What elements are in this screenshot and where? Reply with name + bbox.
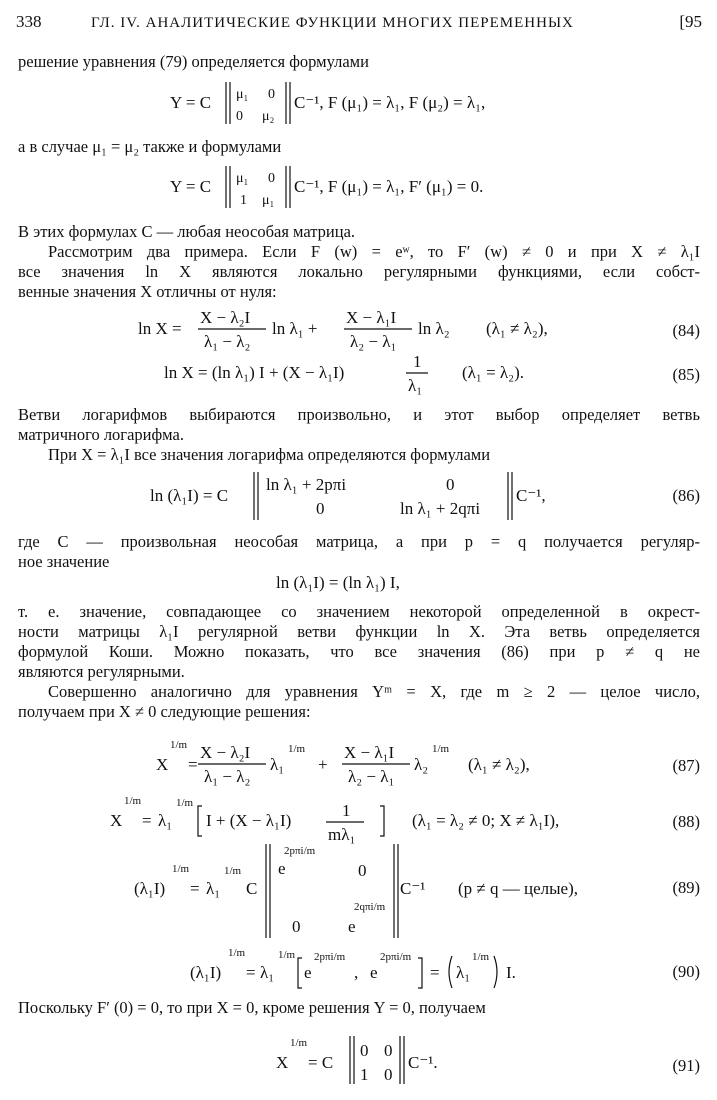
eq88-body: I + (X − λ₁I) xyxy=(206,811,292,830)
matrix-cell: 1 xyxy=(240,193,247,208)
paragraph-line: Ветви логарифмов выбираются произвольно, и этот выбор определяет ветвь xyxy=(18,405,700,424)
lambda: λ₂ xyxy=(414,755,429,774)
page-header xyxy=(16,12,702,36)
paragraph-line: ности матрицы λ₁I регулярной ветви функции ln X. Эта ветвь определяется xyxy=(18,622,700,641)
paragraph-line: При X = λ₁I все значения логарифма определяются формулами xyxy=(48,445,491,464)
paragraph-line: все значения ln X являются локально регулярными функциями, если собст- xyxy=(18,262,700,281)
matrix-cell: 0 xyxy=(446,475,455,494)
plus: + xyxy=(318,755,328,774)
matrix-cell: 0 xyxy=(292,917,301,936)
svg-text:=: = xyxy=(246,963,256,982)
eq91-rhs: C⁻¹. xyxy=(408,1053,438,1072)
exponent: 1/m xyxy=(224,865,242,877)
matrix-cell: 0 xyxy=(268,171,275,186)
eq87-lhs: X xyxy=(156,755,169,774)
equation-number: (90) xyxy=(672,962,700,981)
paragraph-line: Совершенно аналогично для уравнения Yᵐ = X, где m ≥ 2 — целое число, xyxy=(48,682,700,701)
fraction-numerator: X − λ₂I xyxy=(200,308,251,327)
exponent: 1/m xyxy=(228,947,246,959)
fraction-denominator: λ₂ − λ₁ xyxy=(350,332,397,351)
eq84-mid: ln λ₁ + xyxy=(272,319,318,338)
matrix-cell: μ₁ xyxy=(262,193,275,208)
section-number: [95 xyxy=(679,12,702,31)
matrix-cell: 0 xyxy=(268,87,275,102)
exponent: 1/m xyxy=(170,739,188,751)
eq-b-lhs: Y = C xyxy=(170,177,212,196)
eq-b-rhs: C⁻¹, F (μ₁) = λ₁, F′ (μ₁) = 0. xyxy=(294,177,484,196)
equation-91 xyxy=(0,1030,717,1086)
matrix-cell: μ₂ xyxy=(262,109,275,124)
exp-e: e xyxy=(370,963,378,982)
paragraph-line: а в случае μ₁ = μ₂ также и формулами xyxy=(18,137,282,156)
exponent: 1/m xyxy=(472,951,490,963)
paragraph-line: являются регулярными. xyxy=(18,662,185,681)
exponent: 1/m xyxy=(288,743,306,755)
fraction-denominator: mλ₁ xyxy=(328,825,356,844)
equation-diag-matrix xyxy=(0,78,717,128)
paragraph-line: Рассмотрим два примера. Если F (w) = eʷ, то F′ (w) ≠ 0 и при X ≠ λ₁I xyxy=(48,242,700,261)
matrix-cell: ln λ₁ + 2qπi xyxy=(400,499,481,518)
matrix-cell: 0 xyxy=(316,499,325,518)
equation-88 xyxy=(0,790,717,850)
equation-number: (89) xyxy=(672,878,700,897)
exp-e: e xyxy=(304,963,312,982)
eq85-condition: (λ₁ = λ₂). xyxy=(462,363,524,382)
fraction-denominator: λ₁ − λ₂ xyxy=(204,767,251,786)
eq90-rhs: I. xyxy=(506,963,516,982)
lambda: λ₁ xyxy=(260,963,275,982)
matrix-cell: 1 xyxy=(360,1065,369,1084)
matrix-c: C xyxy=(246,879,258,898)
matrix-cell: e xyxy=(348,917,356,936)
eq87-condition: (λ₁ ≠ λ₂), xyxy=(468,755,530,774)
exponent: 1/m xyxy=(278,949,296,961)
running-title: ГЛ. IV. АНАЛИТИЧЕСКИЕ ФУНКЦИИ МНОГИХ ПЕРЕМЕННЫХ xyxy=(91,15,574,31)
eq89-rhs: C⁻¹ xyxy=(400,879,426,898)
paragraph-line: венные значения X отличны от нуля: xyxy=(18,282,277,301)
svg-text:=: = xyxy=(190,879,200,898)
lambda: λ₁ xyxy=(158,811,173,830)
equation-89 xyxy=(0,842,717,942)
matrix-cell: 0 xyxy=(384,1041,393,1060)
equation-87 xyxy=(0,730,717,786)
exponent: 2pπi/m xyxy=(380,951,412,963)
eq91-c: = C xyxy=(308,1053,334,1072)
lambda: λ₁ xyxy=(270,755,285,774)
paragraph-line: решение уравнения (79) определяется формулами xyxy=(18,52,369,71)
paragraph-line: В этих формулах C — любая неособая матрица. xyxy=(18,222,356,241)
eq84-condition: (λ₁ ≠ λ₂), xyxy=(486,319,548,338)
equation-number: (84) xyxy=(672,321,700,340)
eq-a-rhs: C⁻¹, F (μ₁) = λ₁, F (μ₂) = λ₁, xyxy=(294,93,486,112)
svg-text:=: = xyxy=(430,963,440,982)
exponent: 1/m xyxy=(290,1037,308,1049)
equation-number: (88) xyxy=(672,812,700,831)
matrix-cell: μ₁ xyxy=(236,87,249,102)
paragraph-line: ное значение xyxy=(18,552,110,571)
eq84-end: ln λ₂ xyxy=(418,319,450,338)
equation-84 xyxy=(0,306,717,354)
matrix-cell: ln λ₁ + 2pπi xyxy=(266,475,347,494)
matrix-cell: μ₁ xyxy=(236,171,249,186)
equation-90 xyxy=(0,940,717,996)
page-number: 338 xyxy=(16,12,42,31)
matrix-cell: 0 xyxy=(384,1065,393,1084)
eq89-condition: (p ≠ q — целые), xyxy=(458,879,578,898)
fraction-numerator: 1 xyxy=(342,801,351,820)
fraction-denominator: λ₁ − λ₂ xyxy=(204,332,251,351)
fraction-denominator: λ₂ − λ₁ xyxy=(348,767,395,786)
fraction-numerator: X − λ₂I xyxy=(200,743,251,762)
exponent: 2pπi/m xyxy=(284,845,316,857)
eq90-lhs: (λ₁I) xyxy=(190,963,222,982)
fraction-denominator: λ₁ xyxy=(408,376,423,395)
lambda: λ₁ xyxy=(456,963,471,982)
paragraph-line: где C — произвольная неособая матрица, а при p = q получается регуляр- xyxy=(18,532,700,551)
fraction-numerator: 1 xyxy=(413,352,422,371)
equation-85 xyxy=(0,350,717,398)
exponent: 2qπi/m xyxy=(354,901,386,913)
eq-regular: ln (λ₁I) = (ln λ₁) I, xyxy=(276,573,400,592)
equation-number: (85) xyxy=(672,365,700,384)
fraction-numerator: X − λ₁I xyxy=(346,308,397,327)
equation-86 xyxy=(0,468,717,524)
equation-number: (87) xyxy=(672,756,700,775)
eq84-lhs: ln X = xyxy=(138,319,182,338)
eq86-lhs: ln (λ₁I) = C xyxy=(150,486,229,505)
exponent: 1/m xyxy=(176,797,194,809)
eq91-lhs: X xyxy=(276,1053,289,1072)
equation-jordan-matrix xyxy=(0,162,717,212)
exponent: 1/m xyxy=(124,795,142,807)
exponent: 1/m xyxy=(172,863,190,875)
eq-a-lhs: Y = C xyxy=(170,93,212,112)
paragraph-line: Поскольку F′ (0) = 0, то при X = 0, кроме решения Y = 0, получаем xyxy=(18,998,486,1017)
eq89-lhs: (λ₁I) xyxy=(134,879,166,898)
svg-text:=: = xyxy=(142,811,152,830)
exponent: 2pπi/m xyxy=(314,951,346,963)
matrix-cell: e xyxy=(278,859,286,878)
matrix-cell: 0 xyxy=(236,109,243,124)
fraction-numerator: X − λ₁I xyxy=(344,743,395,762)
matrix-cell: 0 xyxy=(360,1041,369,1060)
svg-text:,: , xyxy=(354,963,359,982)
exponent: 1/m xyxy=(432,743,450,755)
eq85-lhs: ln X = (ln λ₁) I + (X − λ₁I) xyxy=(164,363,345,382)
lambda: λ₁ xyxy=(206,879,221,898)
paragraph-line: получаем при X ≠ 0 следующие решения: xyxy=(18,702,311,721)
svg-text:=: = xyxy=(188,755,198,774)
paragraph-line: матричного логарифма. xyxy=(18,425,184,444)
equation-number: (86) xyxy=(672,486,700,505)
paragraph-line: формулой Коши. Можно показать, что все значения (86) при p ≠ q не xyxy=(18,642,700,661)
equation-number: (91) xyxy=(672,1056,700,1075)
paragraph-line: т. е. значение, совпадающее со значением некоторой определенной в окрест- xyxy=(18,602,700,621)
matrix-cell: 0 xyxy=(358,861,367,880)
eq88-condition: (λ₁ = λ₂ ≠ 0; X ≠ λ₁I), xyxy=(412,811,560,830)
eq88-lhs: X xyxy=(110,811,123,830)
eq86-rhs: C⁻¹, xyxy=(516,486,546,505)
equation-regular-value xyxy=(0,568,717,598)
